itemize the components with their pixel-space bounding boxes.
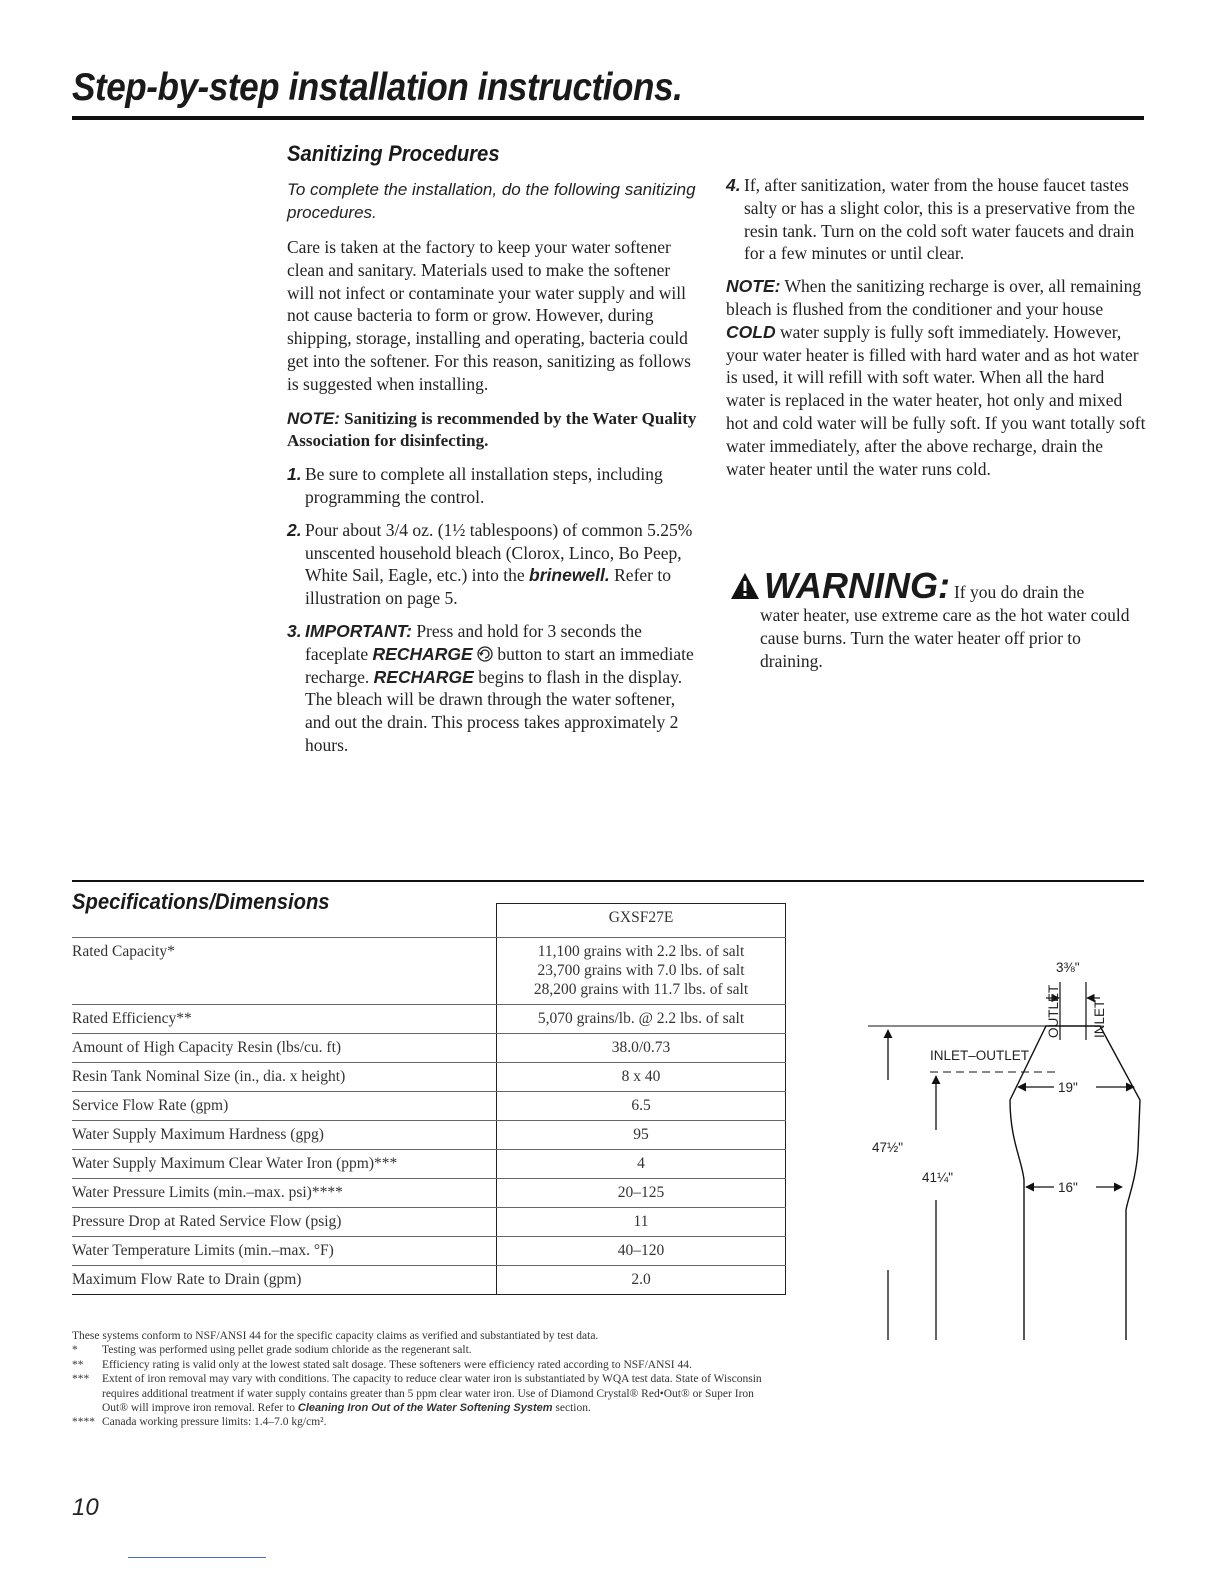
- spec-label: Rated Efficiency**: [72, 1005, 497, 1034]
- table-row: [72, 1063, 786, 1092]
- footnote-marker: ****: [72, 1416, 95, 1429]
- step-1-text: Be sure to complete all installation steps, including programming the control.: [305, 464, 663, 507]
- dim-top-label: 3⅜": [1056, 960, 1080, 975]
- spec-label: Maximum Flow Rate to Drain (gpm): [72, 1266, 497, 1295]
- specs-heading: Specifications/Dimensions: [72, 889, 330, 914]
- step-3-text-c: begins to flash in the display. The bleach will be drawn through the water softener, and out the drain. This process takes approximately 2 hours.: [305, 666, 683, 755]
- important-label: IMPORTANT:: [305, 620, 412, 641]
- height-inlet-label: 41¼": [922, 1170, 954, 1185]
- step-4: [726, 174, 1146, 265]
- model-header: GXSF27E: [497, 904, 786, 938]
- spec-label: Water Temperature Limits (min.–max. °F): [72, 1237, 497, 1266]
- table-row: [72, 1237, 786, 1266]
- spec-value: 20–125: [497, 1179, 786, 1208]
- softener-dimension-diagram: [860, 950, 1150, 1340]
- footnote-text: Extent of iron removal may vary with conditions. The capacity to reduce clear water iron is substantiated by WQA test data. State of Wisconsin requires additional treatment if water supply contains greater than 5 ppm clear water iron. Use of Diamond Crystal® Red•Out® or Super Iron Out® will improve iron removal. Refer to: [102, 1373, 762, 1415]
- footnote-1: [72, 1343, 772, 1357]
- footnote-2: [72, 1358, 772, 1372]
- warning-block: [730, 565, 1150, 672]
- footnote-marker: **: [72, 1358, 84, 1371]
- step-1-number: 1.: [287, 464, 302, 485]
- title-divider: [72, 116, 1144, 120]
- spec-value: 38.0/0.73: [497, 1034, 786, 1063]
- footnote-3: [72, 1372, 772, 1415]
- spec-label: Service Flow Rate (gpm): [72, 1092, 497, 1121]
- note-text: Sanitizing is recommended by the Water Quality Association for disinfecting.: [287, 408, 697, 451]
- specs-divider: [72, 880, 1144, 882]
- height-total-label: 47½": [872, 1140, 904, 1155]
- outlet-label: OUTLET: [1046, 984, 1061, 1038]
- footnote-marker: *: [72, 1344, 78, 1357]
- table-row: [72, 938, 786, 1005]
- note-recharge: [726, 275, 1146, 480]
- footnote-text: Efficiency rating is valid only at the lowest stated salt dosage. These softeners were efficiency rated according to NSF/ANSI 44.: [102, 1358, 692, 1371]
- spec-value: 5,070 grains/lb. @ 2.2 lbs. of salt: [497, 1005, 786, 1034]
- specs-table: [72, 903, 786, 1295]
- brinewell-keyword: brinewell.: [529, 565, 610, 586]
- inlet-label: INLET: [1092, 999, 1107, 1038]
- sanitizing-left-column: [287, 178, 697, 757]
- warning-label: WARNING:: [764, 565, 950, 606]
- width-body-label: 16": [1058, 1180, 1078, 1195]
- spec-value: 11: [497, 1208, 786, 1237]
- table-row: [72, 1150, 786, 1179]
- spec-label: Rated Capacity*: [72, 938, 497, 1005]
- spec-value: 8 x 40: [497, 1063, 786, 1092]
- footnote-section-ref: Cleaning Iron Out of the Water Softening System: [297, 1402, 553, 1415]
- spec-label: Water Pressure Limits (min.–max. psi)****: [72, 1179, 497, 1208]
- sanitizing-right-column: [726, 174, 1146, 480]
- note-2-label: NOTE:: [726, 276, 781, 297]
- table-row: [72, 1266, 786, 1295]
- spec-value: 2.0: [497, 1266, 786, 1295]
- recharge-keyword: RECHARGE: [372, 643, 473, 664]
- footnote-main: These systems conform to NSF/ANSI 44 for the specific capacity claims as verified and substantiated by test data.: [72, 1330, 599, 1342]
- spec-label: Water Supply Maximum Clear Water Iron (ppm)***: [72, 1150, 497, 1179]
- table-row: [72, 1005, 786, 1034]
- page-title: Step-by-step installation instructions.: [72, 66, 683, 109]
- step-4-text: If, after sanitization, water from the house faucet tastes salty or has a slight color, this is a preservative from the resin tank. Turn on the cold soft water faucets and drain for a few minutes or until clear.: [744, 175, 1136, 264]
- spec-value: 11,100 grains with 2.2 lbs. of salt 23,700 grains with 7.0 lbs. of salt 28,200 grains with 11.7 lbs. of salt: [497, 938, 786, 1005]
- sanitizing-intro: To complete the installation, do the following sanitizing procedures.: [287, 180, 696, 222]
- step-2: [287, 519, 697, 610]
- spec-value: 95: [497, 1121, 786, 1150]
- footnote-text: Canada working pressure limits: 1.4–7.0 kg/cm².: [102, 1416, 327, 1429]
- spec-value: 4: [497, 1150, 786, 1179]
- step-3-text-a: Press and hold for 3 seconds the faceplate: [305, 620, 642, 664]
- table-row: [72, 1179, 786, 1208]
- inlet-outlet-label: INLET–OUTLET: [930, 1048, 1030, 1063]
- spec-label: Amount of High Capacity Resin (lbs/cu. ft): [72, 1034, 497, 1063]
- recharge-button-icon: [477, 646, 493, 662]
- note-label: NOTE:: [287, 408, 340, 428]
- footnote-text: Testing was performed using pellet grade sodium chloride as the regenerant salt.: [102, 1344, 472, 1357]
- recharge-keyword-2: RECHARGE: [373, 666, 474, 687]
- note-2-text-b: water supply is fully soft immediately. However, your water heater is filled with hard water and as hot water is used, it will refill with soft water. When all the hard water is replaced in the water heater, hot only and mixed hot and cold water will be fully soft. If you want totally soft water immediately, after the above recharge, drain the water heater until the water runs cold.: [726, 321, 1146, 479]
- step-3-number: 3.: [287, 620, 302, 641]
- step-3-text-b: button to start an immediate recharge.: [305, 643, 694, 687]
- warning-lead: If you do drain the: [953, 582, 1085, 602]
- step-3: [287, 620, 697, 757]
- step-1: [287, 463, 697, 509]
- table-row: [72, 1121, 786, 1150]
- spec-label: Resin Tank Nominal Size (in., dia. x height): [72, 1063, 497, 1092]
- note-2-text-a: When the sanitizing recharge is over, all remaining bleach is flushed from the conditioner and your house: [726, 276, 1142, 319]
- cold-keyword: COLD: [726, 321, 776, 342]
- sanitizing-paragraph: Care is taken at the factory to keep your water softener clean and sanitary. Materials used to make the softener will not infect or contaminate your water supply and will not cause bacteria to form or grow. However, during shipping, storage, installing and operating, bacteria could get into the softener. For this reason, sanitizing as follows is suggested when installing.: [287, 237, 691, 394]
- table-row: [72, 1092, 786, 1121]
- step-2-text-a: Pour about 3/4 oz. (1½ tablespoons) of common 5.25% unscented household bleach (Clorox, Linco, Bo Peep, White Sail, Eagle, etc.) into the: [305, 519, 693, 586]
- specs-header-row: [72, 904, 786, 938]
- step-4-number: 4.: [726, 175, 741, 195]
- step-2-text-b: Refer to illustration on page 5.: [305, 565, 671, 609]
- note-sanitizing: [287, 408, 697, 454]
- warning-text: water heater, use extreme care as the hot water could cause burns. Turn the water heater off prior to draining.: [760, 605, 1130, 671]
- spec-label: Water Supply Maximum Hardness (gpg): [72, 1121, 497, 1150]
- step-2-number: 2.: [287, 519, 302, 540]
- spec-value: 6.5: [497, 1092, 786, 1121]
- bottom-link-underline[interactable]: [128, 1557, 266, 1558]
- footnote-marker: ***: [72, 1373, 90, 1386]
- sanitizing-heading: Sanitizing Procedures: [287, 141, 500, 166]
- page-number: 10: [72, 1494, 99, 1521]
- warning-triangle-icon: [730, 572, 760, 600]
- footnote-text-end: section.: [555, 1402, 591, 1415]
- table-row: [72, 1034, 786, 1063]
- footnote-4: [72, 1415, 772, 1429]
- spec-label: Pressure Drop at Rated Service Flow (psig): [72, 1208, 497, 1237]
- width-top-label: 19": [1058, 1080, 1078, 1095]
- spec-value: 40–120: [497, 1237, 786, 1266]
- footnotes: [72, 1329, 772, 1430]
- table-row: [72, 1208, 786, 1237]
